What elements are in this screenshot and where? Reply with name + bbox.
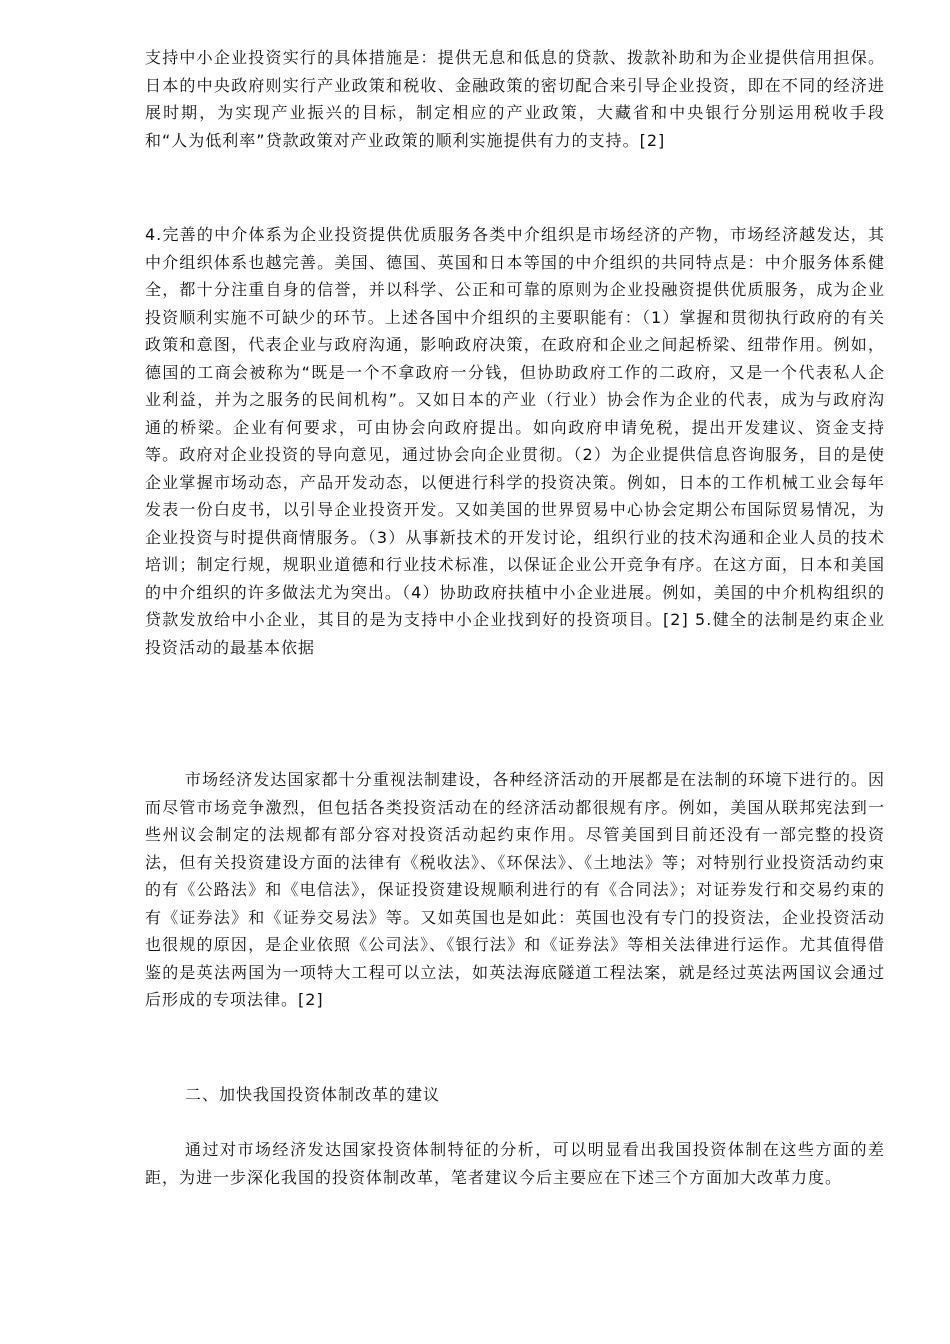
paragraph-legal-system: 市场经济发达国家都十分重视法制建设，各种经济活动的开展都是在法制的环境下进行的。因而尽管市场竞争激烈，但包括各类投资活动在的经济活动都很规有序。例如，美国从联邦宪法到一些州议会制定的法规都有部分容对投资活动起约束作用。尽管美国到目前还没有一部完整的投资法，但有关投资建设方面的法律有《税收法》、《环保法》、《土地法》等；对特别行业投资活动约束的有《公路法》和《电信法》，保证投资建设规顺利进行的有《合同法》；对证券发行和交易约束的有《证券法》和《证券交易法》等。又如英国也是如此：英国也没有专门的投资法，企业投资活动也很规的原因，是企业依照《公司法》、《银行法》和《证券法》等相关法律进行运作。尤其值得借鉴的是英法两国为一项特大工程可以立法，如英法海底隧道工程法案，就是经过英法两国议会通过后形成的专项法律。[2] <box>145 770 885 1009</box>
paragraph-reform-suggestions: 通过对市场经济发达国家投资体制特征的分析，可以明显看出我国投资体制在这些方面的差距，为进一步深化我国的投资体制改革，笔者建议今后主要应在下述三个方面加大改革力度。 <box>145 1140 885 1187</box>
paragraph-intermediary-system: 4.完善的中介体系为企业投资提供优质服务各类中介组织是市场经济的产物，市场经济越发达，其中介组织体系也越完善。美国、德国、英国和日本等国的中介组织的共同特点是：中介服务体系健全，都十分注重自身的信誉，并以科学、公正和可靠的原则为企业投融资提供优质服务，成为企业投资顺利实施不可缺少的环节。上述各国中介组织的主要职能有：（1）掌握和贯彻执行政府的有关政策和意图，代表企业与政府沟通，影响政府决策，在政府和企业之间起桥梁、纽带作用。例如，德国的工商会被称为“既是一个不拿政府一分钱，但协助政府工作的二政府，又是一个代表私人企业利益，并为之服务的民间机构”。又如日本的产业（行业）协会作为企业的代表，成为与政府沟通的桥梁。企业有何要求，可由协会向政府提出。如向政府申请免税，提出开发建议、资金支持等。政府对企业投资的导向意见，通过协会向企业贯彻。（2）为企业提供信息咨询服务，目的是使企业掌握市场动态，产品开发动态，以便进行科学的投资决策。例如，日本的工作机械工业会每年发表一份白皮书，以引导企业投资开发。又如美国的世界贸易中心协会定期公布国际贸易情况，为企业投资与时提供商情服务。（3）从事新技术的开发讨论，组织行业的技术沟通和企业人员的技术培训；制定行规，规职业道德和行业技术标准，以保证企业公开竞争有序。在这方面，日本和美国的中介组织的许多做法尤为突出。（4）协助政府扶植中小企业进展。例如，美国的中介机构组织的贷款发放给中小企业，其目的是为支持中小企业找到好的投资项目。[2] 5.健全的法制是约束企业投资活动的最基本依据 <box>145 225 885 657</box>
section-heading: 二、加快我国投资体制改革的建议 <box>185 1085 441 1104</box>
paragraph-measures: 支持中小企业投资实行的具体措施是：提供无息和低息的贷款、拨款补助和为企业提供信用担保。日本的中央政府则实行产业政策和税收、金融政策的密切配合来引导企业投资，即在不同的经济进展时期，为实现产业振兴的目标，制定相应的产业政策，大藏省和中央银行分别运用税收手段和“人为低利率”贷款政策对产业政策的顺利实施提供有力的支持。[2] <box>145 48 885 150</box>
